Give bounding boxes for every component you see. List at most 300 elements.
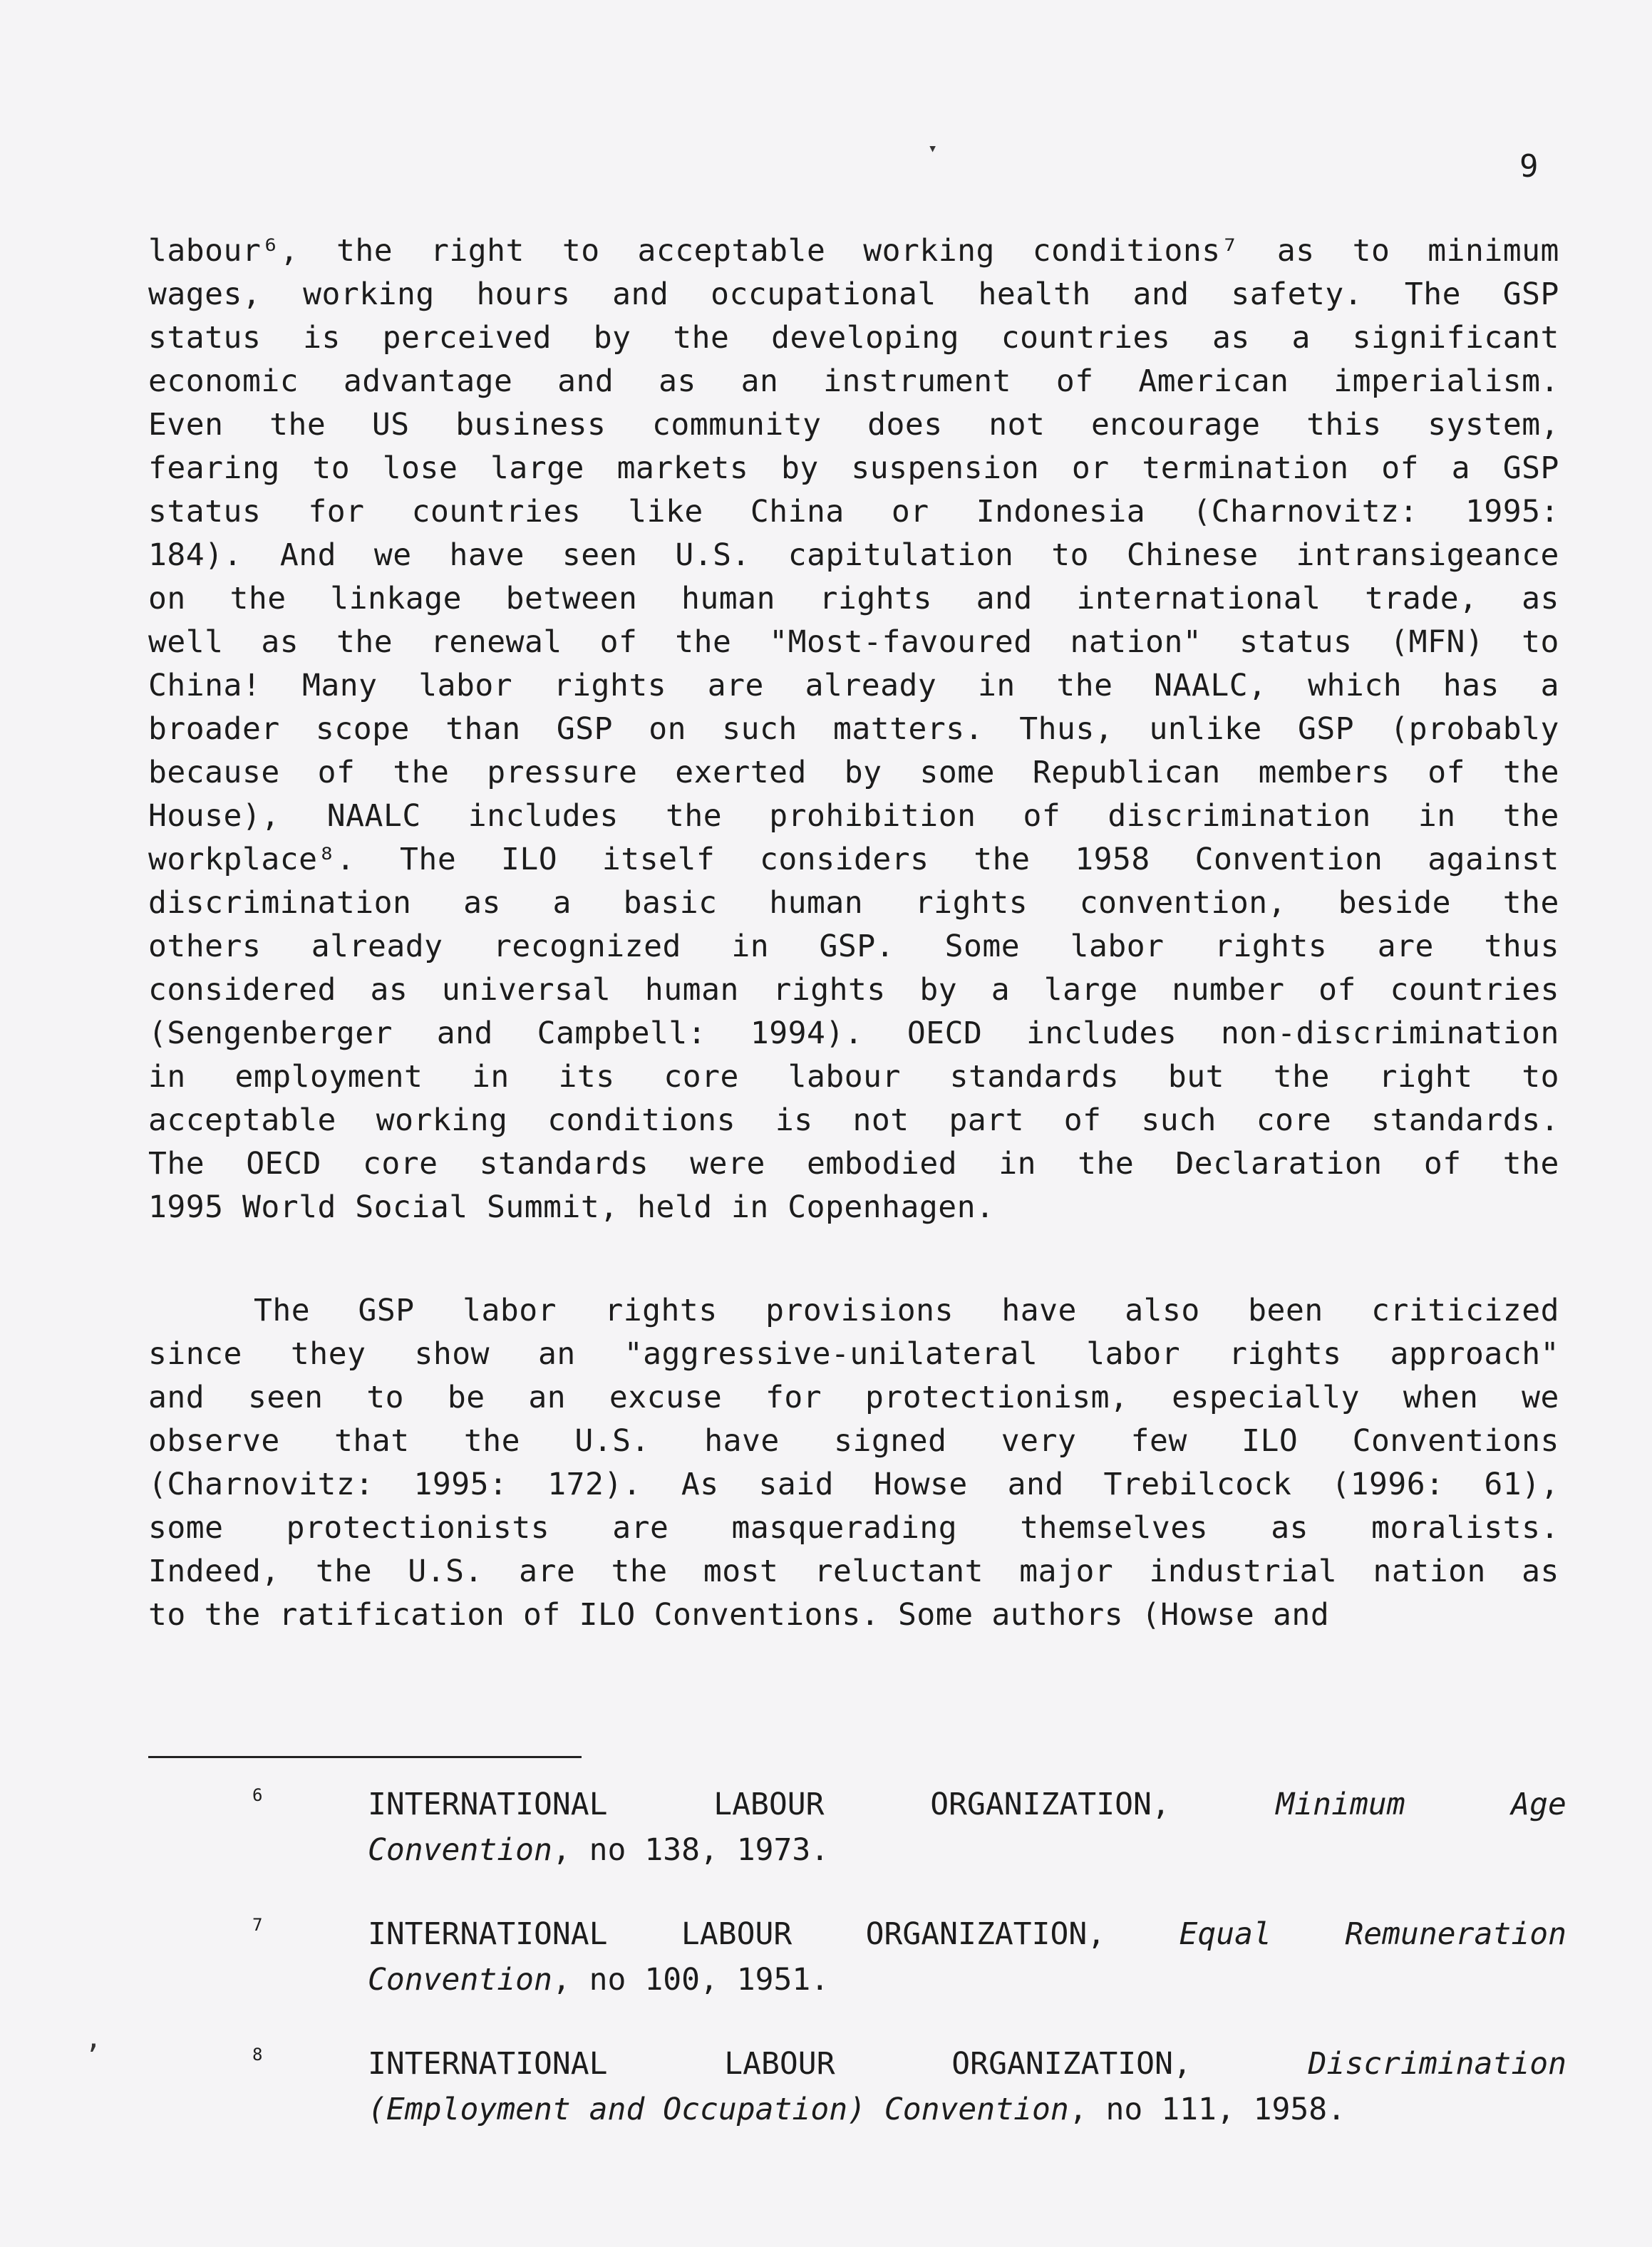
text-word: to bbox=[312, 450, 351, 486]
text-word: by bbox=[919, 972, 958, 1008]
text-word: industrial bbox=[1149, 1554, 1338, 1589]
text-word: scope bbox=[315, 711, 410, 747]
text-word: has bbox=[1442, 668, 1499, 703]
footnote-line bbox=[148, 1827, 1566, 1873]
text-word: minimum bbox=[1428, 233, 1559, 269]
text-word: OECD bbox=[246, 1146, 321, 1182]
text-word: the bbox=[1056, 668, 1113, 703]
text-word: includes bbox=[1026, 1016, 1177, 1051]
text-word: the bbox=[1502, 1146, 1559, 1182]
text-word: rights bbox=[1229, 1336, 1342, 1372]
footnote-word: Minimum bbox=[1276, 1787, 1405, 1822]
text-word: and bbox=[148, 1380, 205, 1415]
text-word: labor bbox=[463, 1293, 557, 1328]
text-word: most bbox=[703, 1554, 779, 1589]
text-word: GSP bbox=[1297, 711, 1355, 747]
text-word: suspension bbox=[851, 450, 1040, 486]
text-word: Republican bbox=[1032, 755, 1221, 790]
text-word: universal bbox=[441, 972, 611, 1008]
text-word: U.S. bbox=[408, 1554, 483, 1589]
paragraph-2 bbox=[148, 1289, 1559, 1637]
text-word: already bbox=[311, 929, 443, 964]
top-mark: ▾ bbox=[928, 140, 938, 157]
text-word: moralists. bbox=[1371, 1510, 1559, 1546]
text-line bbox=[148, 1186, 1559, 1229]
text-word: 1995: bbox=[1465, 494, 1559, 530]
footnote-number: 7 bbox=[252, 1915, 263, 1935]
footnote-line bbox=[148, 1782, 1566, 1827]
text-line bbox=[148, 447, 1559, 490]
text-line bbox=[148, 1012, 1559, 1055]
text-word: already bbox=[805, 668, 937, 703]
text-word: since bbox=[148, 1336, 242, 1372]
text-word: rights bbox=[819, 581, 932, 616]
text-word: we bbox=[1522, 1380, 1559, 1415]
text-word: rights bbox=[604, 1293, 718, 1328]
text-word: capitulation bbox=[788, 537, 1014, 573]
text-word: Even bbox=[148, 407, 224, 443]
text-word: ILO bbox=[579, 1597, 636, 1633]
text-word: seen bbox=[562, 537, 638, 573]
text-word: few bbox=[1130, 1423, 1187, 1459]
text-word: themselves bbox=[1020, 1510, 1209, 1546]
text-word: pressure bbox=[487, 755, 638, 790]
text-word: the bbox=[336, 624, 393, 660]
text-word: the bbox=[675, 624, 732, 660]
text-word: international bbox=[1076, 581, 1321, 616]
text-word: 172). bbox=[547, 1467, 642, 1502]
text-word: and bbox=[976, 581, 1033, 616]
text-word: "aggressive-unilateral bbox=[624, 1336, 1038, 1372]
text-line bbox=[148, 1376, 1559, 1420]
text-word: The bbox=[1404, 277, 1462, 312]
text-word: of bbox=[317, 755, 356, 790]
text-word: imperialism. bbox=[1333, 363, 1559, 399]
text-word: American bbox=[1138, 363, 1289, 399]
text-word: GSP. bbox=[819, 929, 895, 964]
text-word: unlike bbox=[1149, 711, 1262, 747]
text-word: some bbox=[919, 755, 995, 790]
text-word: 61), bbox=[1484, 1467, 1559, 1502]
text-word: of bbox=[1381, 450, 1420, 486]
text-word: a bbox=[552, 885, 572, 921]
text-word: by bbox=[780, 450, 819, 486]
text-word: are bbox=[1377, 929, 1434, 964]
text-word: status bbox=[1239, 624, 1353, 660]
text-word: a bbox=[1540, 668, 1559, 703]
text-word: the bbox=[611, 1554, 668, 1589]
text-word: excuse bbox=[609, 1380, 723, 1415]
text-word: a bbox=[1291, 320, 1311, 356]
text-word: (Howse bbox=[1141, 1597, 1255, 1633]
text-line bbox=[148, 621, 1559, 664]
text-line bbox=[148, 273, 1559, 316]
text-word: nation" bbox=[1070, 624, 1202, 660]
text-word: wages, bbox=[148, 277, 262, 312]
text-word: core bbox=[362, 1146, 438, 1182]
text-word: in bbox=[977, 668, 1016, 703]
footnote-word: Discrimination bbox=[1308, 2046, 1566, 2082]
text-word: encourage bbox=[1091, 407, 1261, 443]
text-word: of bbox=[1428, 755, 1465, 790]
text-word: China bbox=[750, 494, 845, 530]
footnote-7 bbox=[148, 1911, 1566, 2003]
text-word: Thus, bbox=[1019, 711, 1114, 747]
text-word: considered bbox=[148, 972, 336, 1008]
text-word: Some bbox=[898, 1597, 974, 1633]
text-word: beside bbox=[1338, 885, 1452, 921]
text-word: 1995: bbox=[413, 1467, 508, 1502]
text-word: but bbox=[1167, 1059, 1225, 1095]
text-line bbox=[148, 751, 1559, 795]
text-word: standards bbox=[949, 1059, 1120, 1095]
paragraph-1 bbox=[148, 229, 1559, 1229]
text-word: as bbox=[659, 363, 696, 399]
text-word: Some bbox=[944, 929, 1021, 964]
footnote-number: 6 bbox=[252, 1785, 263, 1805]
text-word: perceived bbox=[382, 320, 552, 356]
text-word: members bbox=[1258, 755, 1390, 790]
text-word: U.S. bbox=[574, 1423, 650, 1459]
footnote-rule bbox=[148, 1756, 582, 1758]
text-word: (Charnovitz: bbox=[1192, 494, 1418, 530]
text-line bbox=[148, 925, 1559, 968]
body-text bbox=[148, 229, 1559, 1637]
text-word: well bbox=[148, 624, 224, 660]
text-word: NAALC bbox=[326, 798, 421, 834]
text-word: Chinese bbox=[1126, 537, 1259, 573]
text-word: labour⁶, bbox=[148, 233, 299, 269]
text-line bbox=[148, 229, 1559, 273]
text-word: not bbox=[988, 407, 1046, 443]
text-word: significant bbox=[1352, 320, 1559, 356]
text-word: that bbox=[334, 1423, 410, 1459]
text-word: the bbox=[1502, 755, 1559, 790]
text-word: signed bbox=[834, 1423, 947, 1459]
text-word: not bbox=[852, 1102, 909, 1138]
text-word: rights bbox=[1214, 929, 1328, 964]
text-word: fearing bbox=[148, 450, 280, 486]
text-word: for bbox=[308, 494, 365, 530]
text-word: and bbox=[1273, 1597, 1330, 1633]
text-word: As bbox=[681, 1467, 719, 1502]
text-word: labor bbox=[1070, 929, 1165, 964]
text-line bbox=[148, 490, 1559, 534]
text-word: such bbox=[722, 711, 797, 747]
text-word: is bbox=[303, 320, 341, 356]
text-line bbox=[148, 968, 1559, 1012]
text-word: acceptable bbox=[637, 233, 826, 269]
text-word: intransigeance bbox=[1296, 537, 1559, 573]
text-word: in bbox=[998, 1146, 1036, 1182]
text-word: and bbox=[1007, 1467, 1064, 1502]
text-word: (Charnovitz: bbox=[148, 1467, 374, 1502]
text-word: human bbox=[769, 885, 864, 921]
text-word: part bbox=[949, 1102, 1024, 1138]
text-word: human bbox=[644, 972, 739, 1008]
text-word: nation bbox=[1373, 1554, 1486, 1589]
text-word: to bbox=[1522, 624, 1559, 660]
text-word: or bbox=[1071, 450, 1110, 486]
text-word: working bbox=[376, 1102, 508, 1138]
text-word: status bbox=[148, 320, 262, 356]
text-line bbox=[148, 577, 1559, 621]
text-word: working bbox=[303, 277, 435, 312]
text-word: by bbox=[844, 755, 882, 790]
text-word: conditions⁷ bbox=[1032, 233, 1240, 269]
text-word: countries bbox=[1001, 320, 1171, 356]
text-line bbox=[148, 1463, 1559, 1507]
text-word: Howse bbox=[873, 1467, 968, 1502]
text-word: non-discrimination bbox=[1220, 1016, 1559, 1051]
text-line bbox=[148, 1055, 1559, 1099]
text-word: The bbox=[400, 842, 457, 877]
text-word: to bbox=[1352, 233, 1390, 269]
text-word: when bbox=[1403, 1380, 1479, 1415]
text-word: were bbox=[690, 1146, 765, 1182]
text-word: safety. bbox=[1231, 277, 1363, 312]
text-word: major bbox=[1019, 1554, 1114, 1589]
footnote-citation: , no 138, 1973. bbox=[552, 1832, 830, 1868]
footnote-line bbox=[148, 1957, 1566, 2003]
text-word: employment bbox=[234, 1059, 423, 1095]
text-word: large bbox=[1043, 972, 1138, 1008]
text-line bbox=[148, 882, 1559, 925]
text-word: have bbox=[1001, 1293, 1077, 1328]
text-word: 1995 World Social Summit, held in Copenhagen. bbox=[148, 1189, 995, 1225]
footnote-word: ORGANIZATION, bbox=[930, 1787, 1170, 1822]
text-word: especially bbox=[1172, 1380, 1361, 1415]
text-word: includes bbox=[468, 798, 619, 834]
text-word: also bbox=[1125, 1293, 1200, 1328]
text-word: Conventions. bbox=[654, 1597, 880, 1633]
text-word: OECD bbox=[907, 1016, 983, 1051]
footnote-word: ORGANIZATION, bbox=[951, 2046, 1192, 2082]
text-word: core bbox=[1256, 1102, 1332, 1138]
text-word: seen bbox=[247, 1380, 324, 1415]
text-word: House), bbox=[148, 798, 280, 834]
text-word: the bbox=[1273, 1059, 1330, 1095]
text-line bbox=[148, 838, 1559, 882]
text-word: instrument bbox=[823, 363, 1012, 399]
text-word: broader bbox=[148, 711, 280, 747]
text-word: markets bbox=[616, 450, 749, 486]
text-word: a bbox=[1451, 450, 1471, 486]
text-word: of bbox=[1063, 1102, 1102, 1138]
text-word: very bbox=[1001, 1423, 1077, 1459]
text-word: (probably bbox=[1390, 711, 1559, 747]
text-word: GSP bbox=[556, 711, 614, 747]
text-word: provisions bbox=[765, 1293, 954, 1328]
text-word: health bbox=[978, 277, 1091, 312]
text-word: GSP bbox=[1502, 450, 1559, 486]
text-word: the bbox=[393, 755, 450, 790]
text-word: we bbox=[373, 537, 412, 573]
text-word: protectionism, bbox=[864, 1380, 1129, 1415]
text-word: of bbox=[1055, 363, 1094, 399]
text-word: the bbox=[463, 1423, 521, 1459]
text-word: conditions bbox=[547, 1102, 736, 1138]
text-word: authors bbox=[991, 1597, 1124, 1633]
text-word: the bbox=[673, 320, 730, 356]
text-word: the bbox=[974, 842, 1031, 877]
text-word: business bbox=[455, 407, 606, 443]
text-word: some bbox=[148, 1510, 224, 1546]
text-word: renewal bbox=[430, 624, 562, 660]
footnote-word: ORGANIZATION, bbox=[865, 1916, 1106, 1952]
text-word: exerted bbox=[675, 755, 807, 790]
text-word: between bbox=[505, 581, 638, 616]
text-word: matters. bbox=[832, 711, 984, 747]
text-word: are bbox=[707, 668, 764, 703]
text-word: rights bbox=[773, 972, 886, 1008]
text-line bbox=[148, 664, 1559, 708]
text-line bbox=[148, 1550, 1559, 1593]
text-word: they bbox=[290, 1336, 366, 1372]
text-word: countries bbox=[411, 494, 582, 530]
text-word: 1958 bbox=[1075, 842, 1150, 877]
text-word: to bbox=[148, 1597, 186, 1633]
text-line bbox=[148, 1593, 1559, 1637]
footnote-word: Equal bbox=[1179, 1916, 1271, 1952]
text-word: prohibition bbox=[769, 798, 976, 834]
text-word: to bbox=[562, 233, 600, 269]
text-word: working bbox=[863, 233, 995, 269]
text-line bbox=[148, 316, 1559, 360]
footnote-word: INTERNATIONAL bbox=[368, 2046, 608, 2082]
footnote-title: Convention bbox=[368, 1962, 552, 1998]
text-word: human bbox=[681, 581, 775, 616]
text-word: hours bbox=[476, 277, 571, 312]
text-word: as bbox=[1522, 581, 1559, 616]
text-word: China! bbox=[148, 668, 262, 703]
footnote-word: Remuneration bbox=[1345, 1916, 1566, 1952]
footnote-citation: , no 100, 1951. bbox=[552, 1962, 830, 1998]
text-word: convention, bbox=[1079, 885, 1287, 921]
text-word: large bbox=[490, 450, 584, 486]
text-word: status bbox=[148, 494, 262, 530]
text-word: (MFN) bbox=[1390, 624, 1485, 660]
text-word: in bbox=[1418, 798, 1456, 834]
text-word: of bbox=[1318, 972, 1356, 1008]
text-word: 1994). bbox=[750, 1016, 864, 1051]
text-word: to bbox=[366, 1380, 405, 1415]
text-word: basic bbox=[623, 885, 718, 921]
text-word: the bbox=[1502, 885, 1559, 921]
text-word: GSP bbox=[1502, 277, 1559, 312]
text-word: as bbox=[261, 624, 299, 660]
text-word: standards. bbox=[1371, 1102, 1559, 1138]
text-word: termination bbox=[1142, 450, 1349, 486]
text-word: Trebilcock bbox=[1103, 1467, 1292, 1502]
footnotes bbox=[148, 1782, 1566, 2171]
text-word: recognized bbox=[492, 929, 681, 964]
text-word: in bbox=[148, 1059, 186, 1095]
text-word: its bbox=[558, 1059, 615, 1095]
text-word: in bbox=[472, 1059, 510, 1095]
text-word: have bbox=[449, 537, 525, 573]
text-word: are bbox=[519, 1554, 576, 1589]
text-word: approach" bbox=[1390, 1336, 1559, 1372]
footnote-title: Convention bbox=[368, 1832, 552, 1868]
text-word: the bbox=[336, 233, 393, 269]
text-word: than bbox=[445, 711, 521, 747]
text-word: and bbox=[436, 1016, 493, 1051]
text-word: and bbox=[612, 277, 669, 312]
text-word: of bbox=[1023, 798, 1061, 834]
text-line bbox=[148, 1420, 1559, 1463]
text-word: occupational bbox=[711, 277, 936, 312]
text-word: of bbox=[1423, 1146, 1462, 1182]
text-word: labour bbox=[788, 1059, 901, 1095]
text-word: Declaration bbox=[1175, 1146, 1383, 1182]
footnote-number: 8 bbox=[252, 2045, 263, 2065]
text-word: because bbox=[148, 755, 280, 790]
text-word: considers bbox=[760, 842, 929, 877]
text-word: right bbox=[1378, 1059, 1473, 1095]
text-word: by bbox=[593, 320, 631, 356]
text-line bbox=[148, 1099, 1559, 1142]
footnote-word: LABOUR bbox=[713, 1787, 825, 1822]
footnote-title: (Employment and Occupation) Convention bbox=[368, 2092, 1069, 2127]
text-word: as bbox=[463, 885, 501, 921]
text-word: economic bbox=[148, 363, 299, 399]
text-word: countries bbox=[1390, 972, 1559, 1008]
text-word: the bbox=[315, 1554, 373, 1589]
text-word: Many bbox=[301, 668, 378, 703]
text-word: an bbox=[537, 1336, 576, 1372]
text-line bbox=[148, 1333, 1559, 1376]
text-word: an bbox=[528, 1380, 567, 1415]
text-word: labor bbox=[1086, 1336, 1181, 1372]
text-word: ratification bbox=[279, 1597, 505, 1633]
footnote-citation: , no 111, 1958. bbox=[1068, 2092, 1346, 2127]
text-word: (1996: bbox=[1331, 1467, 1445, 1502]
text-word: And bbox=[279, 537, 336, 573]
footnote-word: LABOUR bbox=[681, 1916, 793, 1952]
text-line bbox=[148, 1289, 1559, 1333]
text-word: a bbox=[991, 972, 1011, 1008]
text-word: in bbox=[731, 929, 770, 964]
text-line bbox=[148, 403, 1559, 447]
text-word: as bbox=[1276, 233, 1315, 269]
margin-tick: ’ bbox=[84, 2040, 102, 2072]
text-word: to bbox=[1522, 1059, 1559, 1095]
text-word: as bbox=[1212, 320, 1250, 356]
footnote-word: INTERNATIONAL bbox=[368, 1916, 608, 1952]
text-word: acceptable bbox=[148, 1102, 336, 1138]
footnote-line bbox=[148, 2087, 1566, 2132]
text-word: ILO bbox=[500, 842, 558, 877]
text-word: discrimination bbox=[148, 885, 412, 921]
text-word: Indonesia bbox=[976, 494, 1146, 530]
page-number: 9 bbox=[1519, 148, 1539, 185]
text-word: rights bbox=[553, 668, 667, 703]
footnote-line bbox=[148, 1911, 1566, 1957]
text-word: ILO bbox=[1241, 1423, 1299, 1459]
text-word: The bbox=[148, 1146, 205, 1182]
text-word: Conventions bbox=[1352, 1423, 1559, 1459]
text-word: developing bbox=[771, 320, 960, 356]
text-word: thus bbox=[1484, 929, 1559, 964]
text-word: discrimination bbox=[1108, 798, 1371, 834]
text-word: and bbox=[1132, 277, 1189, 312]
text-word: embodied bbox=[806, 1146, 958, 1182]
text-word: for bbox=[765, 1380, 822, 1415]
text-word: NAALC, bbox=[1154, 668, 1267, 703]
text-word: be bbox=[447, 1380, 485, 1415]
text-word: lose bbox=[382, 450, 458, 486]
